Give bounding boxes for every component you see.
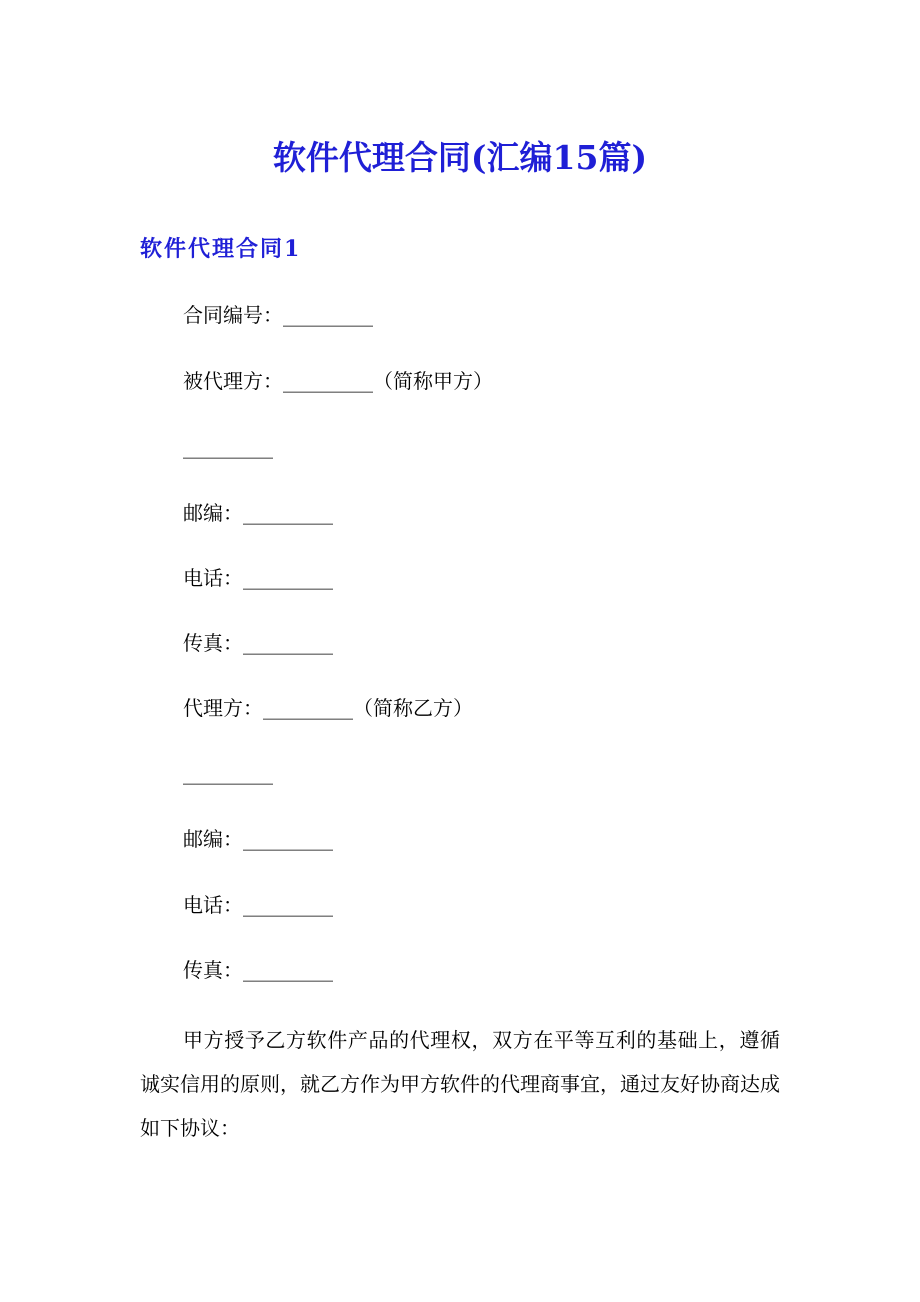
field-principal-address: _________ — [183, 435, 273, 459]
field-agent-address: _________ — [183, 761, 273, 785]
field-agent-fax: 传真：_________ — [183, 958, 333, 982]
field-principal-fax: 传真：_________ — [183, 631, 333, 655]
document-title: 软件代理合同(汇编15篇) — [272, 138, 648, 177]
field-principal-postcode: 邮编：_________ — [183, 501, 333, 525]
field-contract-number: 合同编号：_________ — [183, 303, 373, 327]
agreement-intro-paragraph: 甲方授予乙方软件产品的代理权，双方在平等互利的基础上，遵循诚实信用的原则，就乙方作为甲方软件的代理商事宜，通过友好协商达成如下协议： — [140, 1028, 780, 1140]
section-heading: 软件代理合同1 — [140, 236, 302, 262]
field-agent-postcode: 邮编：_________ — [183, 827, 333, 851]
field-principal-party: 被代理方：_________（简称甲方） — [183, 369, 493, 393]
field-agent-party: 代理方：_________（简称乙方） — [183, 696, 473, 720]
field-agent-phone: 电话：_________ — [183, 893, 333, 917]
field-principal-phone: 电话：_________ — [183, 566, 333, 590]
